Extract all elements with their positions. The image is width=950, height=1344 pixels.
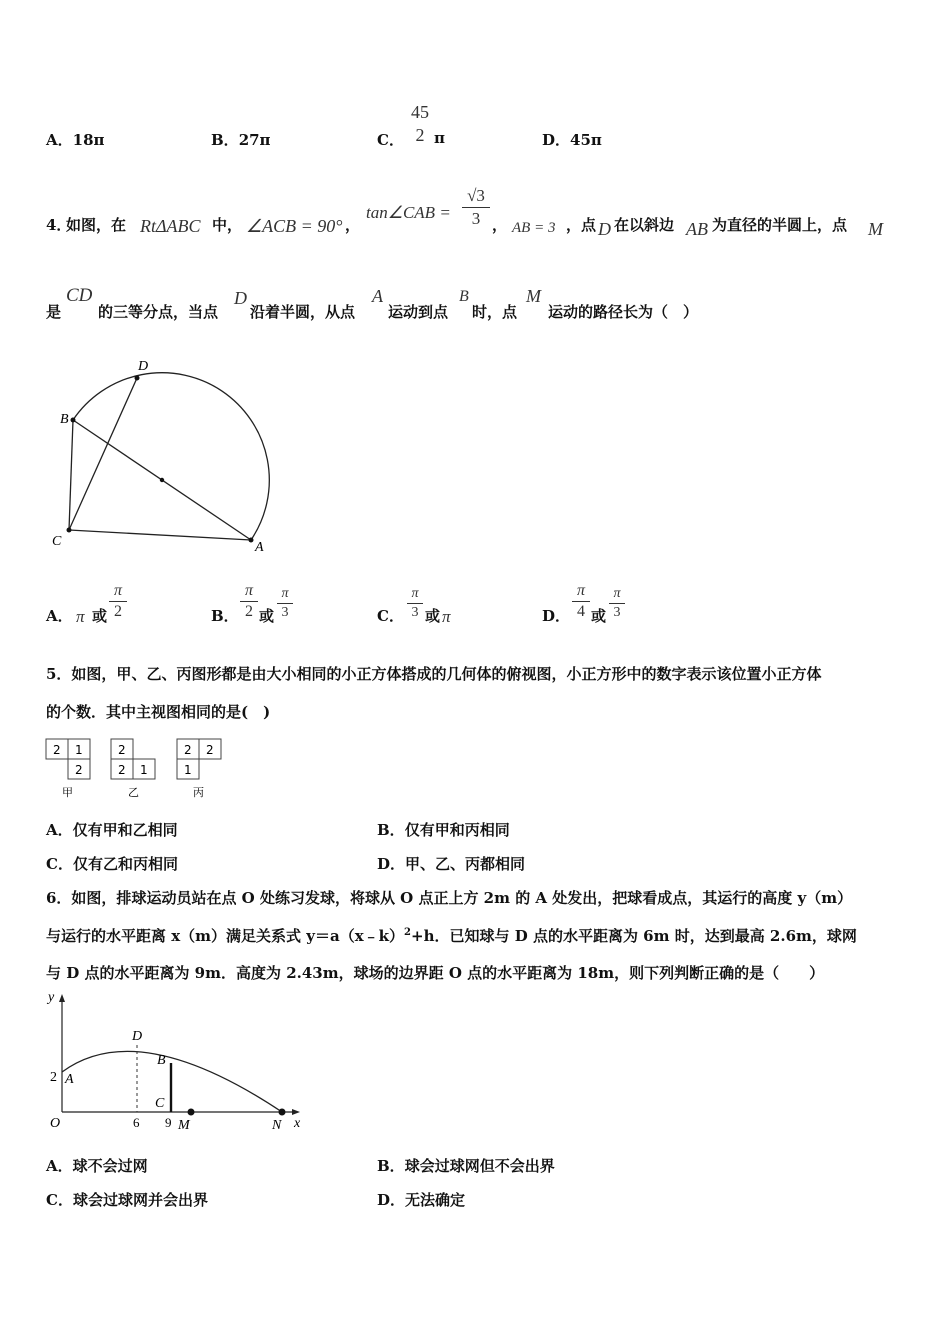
q4-text-4: 在以斜边	[614, 216, 675, 234]
point-a-dot	[249, 538, 254, 543]
q5-line-2: 的个数．其中主视图相同的是( )	[46, 703, 271, 721]
q4-segment-cd: CD	[66, 285, 93, 306]
q4-line2-text-5: 时，点	[472, 303, 518, 321]
segment-ca	[69, 530, 251, 540]
svg-text:2: 2	[118, 763, 126, 777]
svg-text:x: x	[294, 1116, 301, 1131]
q6-option-a[interactable]: A．球不会过网	[46, 1157, 148, 1175]
svg-text:6: 6	[133, 1115, 140, 1130]
svg-text:y: y	[48, 990, 55, 1005]
label-c: C	[52, 534, 62, 549]
q4-text-2: 中，	[212, 216, 243, 234]
label-d: D	[138, 359, 149, 374]
q6-option-b[interactable]: B．球会过球网但不会出界	[377, 1157, 555, 1175]
q4-line2-point-b: B	[459, 288, 469, 305]
q6-option-c[interactable]: C．球会过球网并会出界	[46, 1191, 208, 1209]
grid-jia	[46, 739, 90, 799]
q5-top-views	[44, 737, 244, 801]
segment-cd	[69, 378, 137, 530]
q5-option-a[interactable]: A．仅有甲和乙相同	[46, 821, 178, 839]
q4-number: 4．	[46, 216, 72, 234]
q4-comma-2: ，	[492, 216, 508, 234]
svg-text:O: O	[50, 1116, 61, 1131]
segment-bc	[69, 420, 73, 530]
q6-line-1: 6．如图，排球运动员站在点 O 处练习发球，将球从 O 点正上方 2m 的 A 处发出，把球看成点，其运行的高度 y（m）	[46, 889, 853, 907]
q4-c-left-frac: π 3	[407, 586, 423, 621]
point-b-dot	[71, 418, 76, 423]
q4-a-right-frac: π 2	[109, 582, 127, 621]
svg-text:2: 2	[75, 763, 83, 777]
q4-semicircle-figure	[45, 355, 285, 555]
y-axis-arrow	[59, 994, 65, 1002]
label-a: A	[255, 540, 264, 555]
q6-option-d[interactable]: D．无法确定	[377, 1191, 466, 1209]
svg-text:B: B	[157, 1053, 166, 1068]
svg-text:2: 2	[184, 743, 192, 757]
q4-point-d: D	[598, 219, 611, 239]
svg-text:2: 2	[53, 743, 61, 757]
q3-option-b[interactable]: B．27π	[211, 131, 271, 149]
svg-text:9: 9	[165, 1115, 172, 1130]
q3-option-c-pi: π	[434, 129, 445, 147]
q5-option-c[interactable]: C．仅有乙和丙相同	[46, 855, 178, 873]
label-jia: 甲	[62, 786, 73, 799]
grid-bing	[177, 739, 221, 799]
q5-line-1: 5．如图，甲、乙、丙图形都是由大小相同的小正方体搭成的几何体的俯视图，小正方形中的数字表示该位置小正方体	[46, 665, 822, 683]
label-b: B	[60, 412, 69, 427]
q3-option-c[interactable]: C．	[377, 131, 404, 149]
q4-line2-text-3: 沿着半圆，从点	[250, 303, 356, 321]
q6-line-3: 与 D 点的水平距离为 9m．高度为 2.43m，球场的边界距 O 点的水平距离为 18m，则下列判断正确的是（ ）	[46, 964, 825, 982]
center-dot	[160, 478, 164, 482]
q4-line2-point-m: M	[526, 286, 541, 306]
q4-text-3: ，点	[566, 216, 597, 234]
svg-text:1: 1	[140, 763, 148, 777]
q4-tan-lhs: tan∠CAB =	[366, 203, 451, 222]
q4-a-left: π	[76, 607, 85, 626]
q4-comma-1: ，	[345, 216, 361, 234]
svg-text:1: 1	[75, 743, 83, 757]
q4-line2-text-1: 是	[46, 303, 62, 321]
svg-text:2: 2	[118, 743, 126, 757]
q4-line2-point-a: A	[372, 286, 383, 306]
q3-option-d[interactable]: D．45π	[542, 131, 602, 149]
q5-option-b[interactable]: B．仅有甲和丙相同	[377, 821, 510, 839]
q4-b-left-frac: π 2	[240, 582, 258, 621]
q4-rt-triangle: RtΔABC	[140, 216, 201, 236]
label-yi: 乙	[128, 786, 139, 799]
q4-d-left-frac: π 4	[572, 582, 590, 621]
q4-angle-acb: ∠ACB = 90°	[246, 216, 343, 236]
q4-line2-text-2: 的三等分点，当点	[98, 303, 219, 321]
q6-trajectory-figure	[44, 988, 314, 1138]
point-n-dot	[279, 1109, 286, 1116]
q4-text-5: 为直径的半圆上，点	[712, 216, 848, 234]
q3-option-c-fraction: 45 2	[411, 102, 429, 145]
svg-text:A: A	[65, 1072, 74, 1087]
x-axis-arrow	[292, 1109, 300, 1115]
q3-option-a[interactable]: A．18π	[46, 131, 105, 149]
q4-c-right: π	[442, 607, 451, 626]
q6-line-2: 与运行的水平距离 x（m）满足关系式 y＝a（x﹣k）$^2$+h．已知球与 D 点的水平距离为 6m 时，达到最高 2.6m，球网	[46, 927, 857, 945]
label-bing: 丙	[193, 786, 204, 799]
point-m-dot	[188, 1109, 195, 1116]
svg-text:2: 2	[50, 1070, 57, 1085]
q4-b-right-frac: π 3	[277, 586, 293, 621]
point-d-dot	[135, 376, 140, 381]
svg-text:C: C	[155, 1096, 165, 1111]
svg-text:D: D	[132, 1029, 143, 1044]
q4-line2-point-d: D	[234, 288, 247, 308]
q4-tan-fraction: √3 3	[462, 186, 490, 229]
q4-line2-text-6: 运动的路径长为（ ）	[548, 303, 699, 321]
grid-yi	[111, 739, 155, 799]
svg-text:1: 1	[184, 763, 192, 777]
q4-line2-text-4: 运动到点	[388, 303, 449, 321]
svg-text:2: 2	[206, 743, 214, 757]
q4-ab-length: AB = 3	[512, 220, 556, 236]
point-c-dot	[67, 528, 72, 533]
svg-text:N: N	[272, 1118, 282, 1133]
q4-hypotenuse-ab: AB	[686, 219, 708, 239]
q4-text-1: 如图，在	[66, 216, 127, 234]
q4-d-right-frac: π 3	[609, 586, 625, 621]
q4-point-m: M	[868, 219, 883, 239]
svg-text:M: M	[178, 1118, 190, 1133]
q5-option-d[interactable]: D．甲、乙、丙都相同	[377, 855, 526, 873]
